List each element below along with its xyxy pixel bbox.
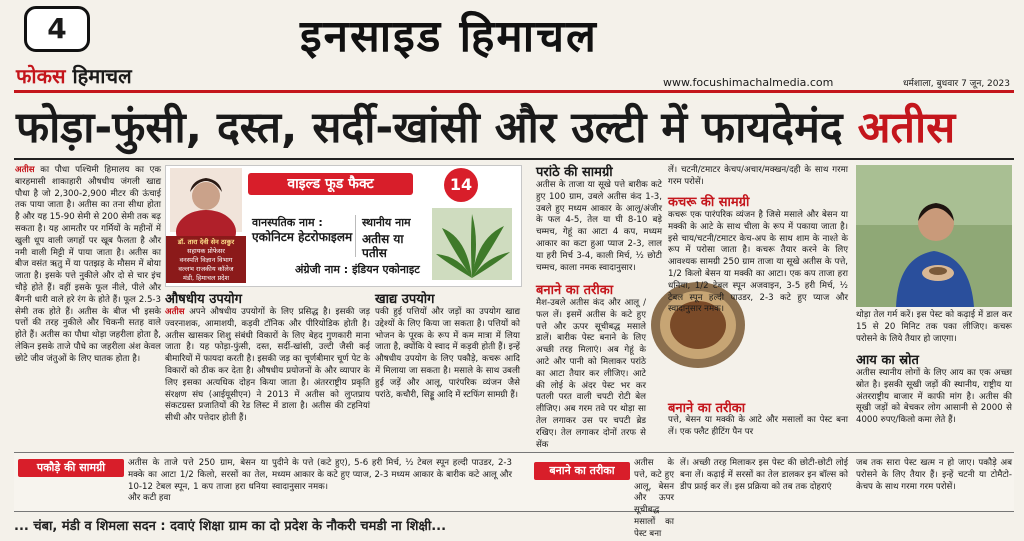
website-url[interactable]: www.focushimachalmedia.com [663, 76, 834, 89]
woman-photo [856, 165, 1012, 307]
kachru-method: पत्ते, बेसन या मक्की के आटे और मसालों का पेस्ट बना लें। एक फ्लैट हीटिंग पैन पर [668, 415, 848, 437]
author-credit [166, 236, 246, 283]
medicinal-heading: औषधीय उपयोग [165, 292, 242, 307]
intro-lead: अतीस [15, 165, 35, 175]
pakode-ingredients-2: पुदीने के पत्ते (कटे हुए), 5-6 हरी मिर्च, ½ टेबल स्पून हल्दी पाउडर, 2-3 मध्यम आकार के कटे हुए प्याज, 2-3 मध्यम आकार के बारीक कटे आलू और स्वादानुसार नमक। [272, 458, 512, 492]
food-use-text: पकी हुई पत्तियों और जड़ों का उपयोग खाद्य उद्देश्यों के लिए किया जा सकता है। पत्तियों को भोजन के पूरक के रूप में कम मात्रा में लिया जाता है, क्योंकि ये स्वाद में कड़वी होती हैं। इन्हें औषधीय उपयोग के लिए पकौड़े, कचरू आदि में मिलाया जा सकता है। मसाले के साथ उबली हुई जड़ें और आलू, पारंपरिक व्यंजन जैसे परांठे, कचौरी, सिड्डू आदि में स्टफिंग सामग्री हैं। [375, 307, 520, 400]
section-name-left: फोकस [16, 64, 66, 88]
kachru-heading: कचरू की सामग्री [668, 195, 750, 210]
pakode-heading: पकौड़े की सामग्री [18, 459, 124, 477]
section-name-right: हिमाचल [72, 64, 132, 88]
botanical-label: वानस्पतिक नाम : [252, 216, 323, 229]
income-heading: आय का स्रोत [856, 353, 919, 368]
paratha-method: मैश-उबले अतीस कंद और आलू / फल लें। इसमें अतीस के कटे हुए पत्ते और ऊपर सूचीबद्ध मसाले डालें। बारीक पेस्ट बनाने के लिए अच्छी तरह मिलाएं। अब गेहूं के आटे और पानी को मिलाकर परांठे का आटा तैयार कर लीजिए। आटे की लोई के अंदर पेस्ट भर कर पतली परत वाली चपटी रोटी बेल लीजिए। अब गरम तवे पर थोड़ा सा तेल लगाकर उस पर चपटी ब्रेड रखिए। तेल लगाकर दोनों तरफ से सेंक [536, 298, 646, 450]
english-label: अंग्रेजी नाम : [295, 263, 349, 276]
author-role-3: वल्लभ राजकीय कॉलेज [178, 265, 234, 273]
issue-badge: 14 [444, 168, 478, 202]
pakode-method-2: लें। अच्छी तरह मिलाकर इस पेस्ट की छोटी-छोटी लोई बना लें। कढ़ाई में सरसों का तेल डालकर इन बॉल्स को डीप फ्राई कर लें। इस प्रक्रिया को तब तक दोहराएं [680, 458, 848, 492]
intro-text: का पौधा पश्चिमी हिमालय का एक बारहमासी शाकाहारी औषधीय जंगली खाद्य पौधा है जो 2,300-2,900 मीटर की ऊंचाई तक पाया जाता है। अतीस का तना सीधा होता है और यह 15-90 सेमी से 200 सेमी तक बढ़ सकता है। यह आमतौर पर गर्मियों के महीनों में खुली धूप वाली जगहों पर खूब फैलता है और नमी वाली मिट्टी में पाया जाता है। अतीस का बीज वसंत ऋतु में या पतझड़ के मौसम में बोया जाता है। इसके पत्ते नुकीले और दो से चार इंच चौड़े होते हैं। वहीं इसके फूल नीले, पीले और बैंगनी धारी वाले हरे रंग के होते हैं। फूल 2.5-3 सेमी तक होते हैं। अतीस के बीज भी इसके पत्तों की तरह नुकीले और चिकनी सतह वाले होते हैं। अतीस का पौधा थोड़ा जहरीला होता है, लेकिन इसके ताजे पौधे का जहरीला अंश केवल छोटे जीव जंतुओं के लिए घातक होता है। [15, 165, 162, 364]
english-name [295, 262, 420, 277]
local-name-value: अतीस या पतीस [362, 232, 404, 260]
botanical-value: एकोनिटम हेटरोफाइलम [252, 230, 353, 244]
pakode-method-3: जब तक सारा पेस्ट खत्म न हो जाए। पकौड़े अब परोसने के लिए तैयार हैं। इन्हें चटनी या टोमैटो-केचप के साथ गरमा गरम परोसें। [856, 458, 1012, 492]
paratha-method-heading: बनाने का तरीका [536, 283, 614, 298]
paratha-heading: परांठे की सामग्री [536, 165, 613, 180]
pakode-method-1: अतीस के पत्ते, कटे हुए आलू, बेसन और ऊपर सूचीबद्ध मसालों का पेस्ट बना [634, 458, 674, 539]
plant-photo [432, 208, 512, 280]
photo-caption: थोड़ा तेल गर्म करें। इस पेस्ट को कढ़ाई में डाल कर 15 से 20 मिनिट तक पका लीजिए। कचरू परोसने के लिये तैयार हो जाएगा। [856, 310, 1012, 344]
kachru-method-heading: बनाने का तरीका [668, 401, 746, 416]
box-divider [355, 215, 356, 257]
section-name [16, 62, 132, 89]
masthead-title: इनसाइड हिमाचल [300, 11, 598, 62]
headline-rule [14, 158, 1014, 160]
headline-main: फोड़ा-फुंसी, दस्त, सर्दी-खांसी और उल्टी में फायदेमंद [16, 103, 843, 153]
paratha-method-continued: लें। चटनी/टमाटर केचप/अचार/मक्खन/दही के साथ गरमा गरम परोसें। [668, 165, 848, 187]
pakode-ingredients-1: अतीस के ताजे पत्ते 250 ग्राम, बेसन या मक्के का आटा 1/2 किलो, सरसों का तेल, 10-12 टेबल स्पून, 1 कप ताजा हरा धनिया और कटी हवा [128, 458, 268, 504]
author-portrait-icon [170, 168, 242, 232]
pakode-method-heading: बनाने का तरीका [534, 462, 630, 480]
headline [16, 99, 1016, 157]
paratha-ingredients: अतीस के ताजा या सूखे पत्ते बारीक कटे हुए 100 ग्राम, उबले अतीस कंद 1-3, उबले हुए मध्यम आकार के आलू/अंजीर के फल 4-5, तेल या घी 8-10 बड़े चम्मच, गेहूं का आटा 4 कप, मध्यम आकार का कटा हुआ प्याज 2-3, लाल या हरी मिर्च 3-4, काली मिर्च, ½ छोटी चम्मच, काला नमक स्वादानुसार। [536, 180, 662, 273]
intro-column [15, 165, 161, 450]
dateline: धर्मशाला, बुधवार 7 जून, 2023 [903, 79, 1010, 89]
kachru-text: कचरू एक पारंपरिक व्यंजन है जिसे मसाले और बेसन या मक्की के आटे के साथ चीला के रूप में पकाया जाता है। इसे चाय/चटनी/टमाटर केच-अप के साथ शाम के नाश्ते के रूप में परोसा जाता है। कचरू तैयार करने के लिए आवश्यक सामग्री 250 ग्राम ताजा या सूखे अतीस के पत्ते, 1/2 किलो बेसन या मक्की का आटा। एक कप ताजा हरा धनिया, 1/2 टेबल स्पून अजवाइन, 3-5 हरी मिर्च, ½ टेबल स्पून हल्दी पाउडर, 2-3 कटे हुए प्याज और स्वादानुसार नमक। [668, 210, 848, 315]
headline-accent: अतीस [857, 103, 956, 153]
medicinal-lead: अतीस [165, 307, 185, 317]
author-role-4: मंडी, हिमाचल प्रदेश [182, 274, 230, 282]
food-use-heading: खाद्य उपयोग [375, 292, 435, 307]
local-name-label: स्थानीय नाम [362, 216, 411, 229]
author-photo [170, 168, 242, 232]
plant-leaf-icon [432, 208, 512, 280]
author-role-1: सहायक प्रोफेसर [187, 247, 225, 255]
author-role-2: वनस्पति विज्ञान विभाग [179, 256, 233, 264]
medicinal-text [165, 307, 370, 449]
bottom-ticker: ... चंबा, मंडी व शिमला सदन : दवाएं शिक्षा ग्राम का दो प्रदेश के नौकरी चमडी ना शिक्षी... [14, 519, 447, 534]
author-name: डॉ. तारा देवी सेन ठाकुर [177, 238, 235, 246]
page-number: 4 [24, 6, 90, 52]
series-ribbon: वाइल्ड फूड फैक्ट [248, 173, 413, 195]
medicinal-body: अपने औषधीय उपयोगों के लिए प्रसिद्ध है। इसकी जड़ ज्वरनाशक, आमाशयी, कड़वी टॉनिक और पीरियोडिक होती है। अतीस खासकर शिशु संबंधी विकारों के लिए बेहद गुणकारी माना जाता है। यह फोड़ा-फुंसी, दस्त, सर्दी-खांसी, उल्टी जैसी कई बीमारियों में फायदा करती है। इसकी जड़ का चूर्णबीमार चूर्ण पेट के विकारों को ठीक कर देता है। औषधीय प्रयोजनों के और व्यापार के लिए इसका अत्यधिक दोहन किया जाता है। अंतरराष्ट्रीय प्रकृति संरक्षण संघ (आईयूसीएन) ने 2013 में अतीस को लुप्तप्राय संकटग्रस्त प्रजातियों की रेड लिस्ट में डाला है। अतीस की टहनियां सीधी और पत्तेदार होती हैं। [165, 307, 370, 424]
english-value: इंडियन एकोनाइट [352, 263, 420, 276]
masthead-rule [14, 90, 1014, 93]
income-text: अतीस स्थानीय लोगों के लिए आय का एक अच्छा स्रोत है। इसकी सूखी जड़ों की स्थानीय, राष्ट्रीय या अंतरराष्ट्रीय बाजार में काफी मांग है। अतीस की सूखी जड़ों को बेचकर लोग आसानी से 2000 से 4000 रुपए/किलो कमा लेते हैं। [856, 368, 1012, 426]
woman-holding-roots-icon [856, 165, 1012, 307]
